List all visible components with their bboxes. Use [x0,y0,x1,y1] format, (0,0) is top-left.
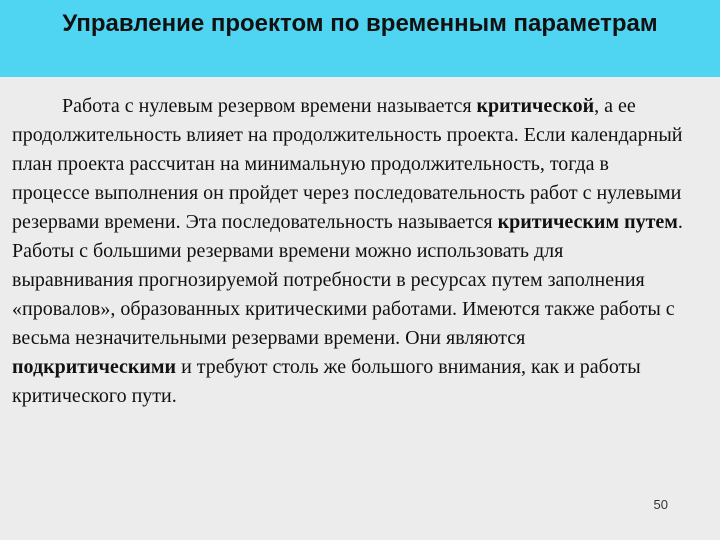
body-paragraph [12,92,688,411]
body-text-segment: и требуют столь же большого внимания, как и работы критического пути. [12,356,641,407]
term-critical-path: критическим путем [497,211,678,233]
slide-title: Управление проектом по временным параметрам [62,10,658,37]
term-subcritical: подкритическими [12,356,177,378]
term-critical: критической [476,95,595,117]
page-number: 50 [653,497,668,512]
body-text-segment: . Работы с большими резервами времени можно использовать для выравнивания прогнозируемой потребности в ресурсах путем заполнения «провалов», образованных критическими работами. Имеются также работы с весьма незначительными резервами времени. Они являются [12,211,683,349]
body-text-segment: , а ее продолжительность влияет на продолжительность проекта. Если календарный план проекта рассчитан на минимальную продолжительность, тогда в процессе выполнения он пройдет через последовательность работ с нулевыми резервами времени. Эта последовательность называется [12,95,683,233]
body-text-segment: Работа с нулевым резервом времени называется [62,95,477,117]
